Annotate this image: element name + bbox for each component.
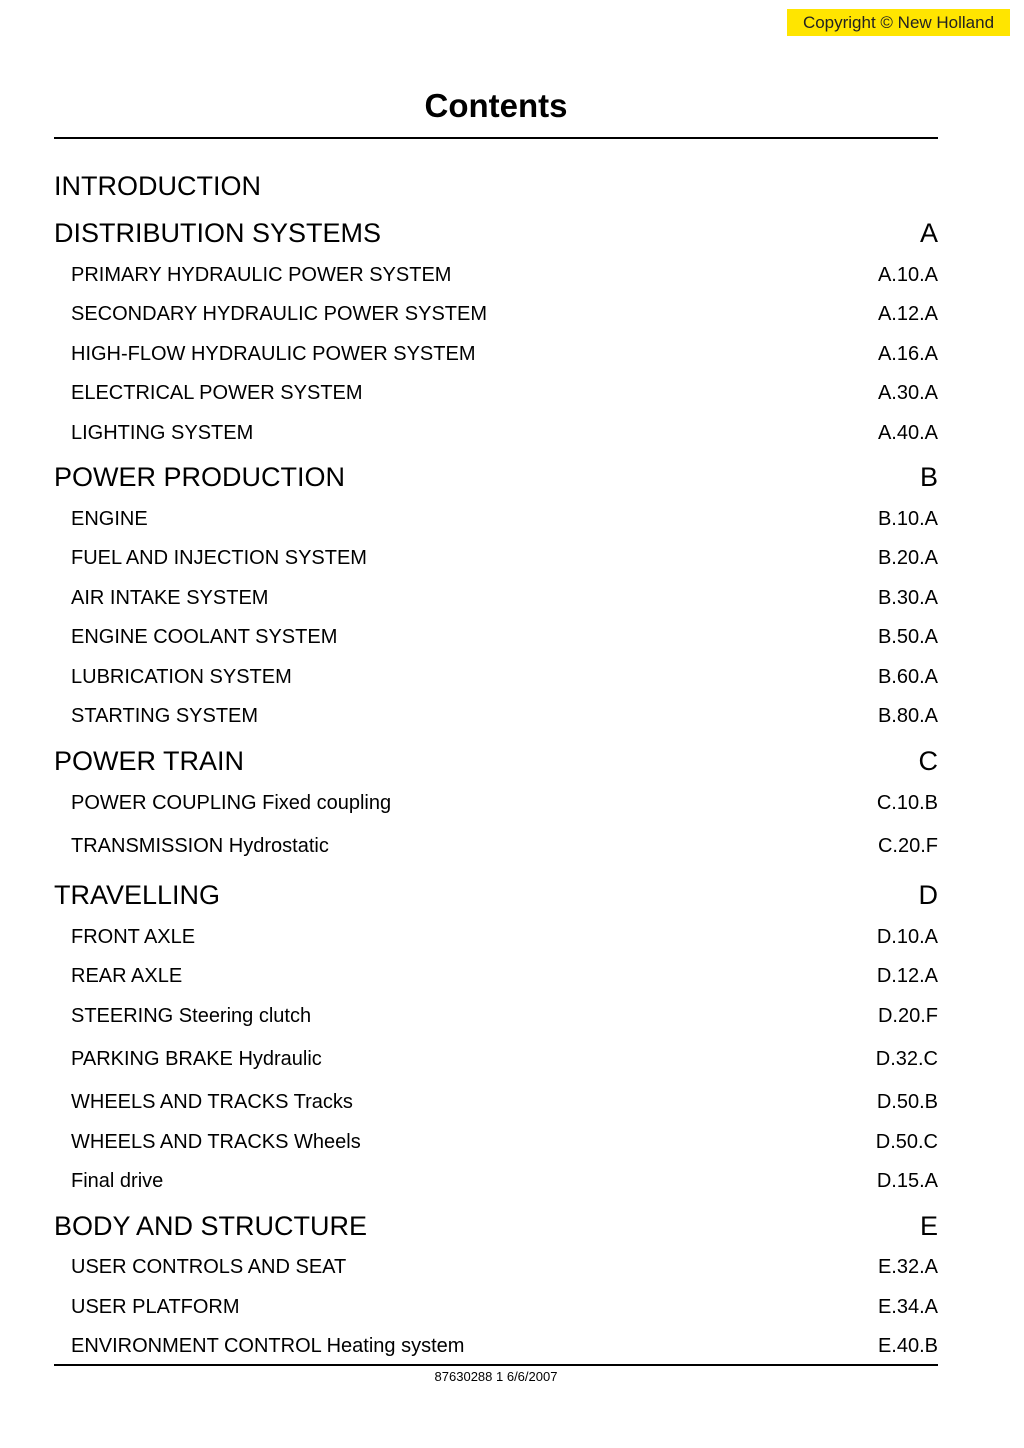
toc-section[interactable] [54,1208,938,1244]
toc-entry[interactable] [54,379,938,407]
toc-code: C [918,746,938,776]
toc-code: B.50.A [877,626,938,648]
toc-code: A.40.A [877,422,938,444]
toc-entry[interactable] [54,1088,938,1116]
toc-label: PRIMARY HYDRAULIC POWER SYSTEM [71,264,452,286]
toc-label: TRANSMISSION Hydrostatic [71,835,329,857]
toc-code: D.32.C [875,1048,938,1070]
toc-label: STEERING Steering clutch [71,1005,312,1027]
toc-entry[interactable] [54,419,938,447]
toc-code: D.10.A [876,926,938,948]
toc-code: D.20.F [877,1005,938,1027]
copyright-badge: Copyright © New Holland [787,9,1010,36]
toc-entry[interactable] [54,623,938,651]
page-title: Contents [424,87,568,124]
toc-code: A.30.A [877,382,938,404]
toc-code: B.80.A [877,705,938,727]
toc-entry[interactable] [54,261,938,289]
toc-entry[interactable] [54,1002,938,1030]
toc-entry[interactable] [54,663,938,691]
toc-label: SECONDARY HYDRAULIC POWER SYSTEM [71,303,488,325]
toc-label: INTRODUCTION [54,171,261,201]
toc-code: A.12.A [877,303,938,325]
toc-entry[interactable] [54,505,938,533]
toc-entry[interactable] [54,584,938,612]
toc-label: POWER COUPLING Fixed coupling [71,792,392,814]
toc-code: D.50.B [876,1091,938,1113]
toc-entry[interactable] [54,544,938,572]
toc-entry[interactable] [54,702,938,730]
toc-code: A.10.A [877,264,938,286]
toc-entry[interactable] [54,1128,938,1156]
toc-label: DISTRIBUTION SYSTEMS [54,218,382,248]
toc-section[interactable] [54,877,938,913]
toc-label: WHEELS AND TRACKS Tracks [71,1091,353,1113]
toc-entry[interactable] [54,300,938,328]
toc-label: LUBRICATION SYSTEM [71,666,292,688]
toc-code: C.20.F [877,835,938,857]
toc-code: D.15.A [876,1170,938,1192]
toc-label: AIR INTAKE SYSTEM [71,587,269,609]
toc-entry[interactable] [54,832,938,860]
bottom-divider [54,1364,938,1366]
toc-label: LIGHTING SYSTEM [71,422,254,444]
toc-label: PARKING BRAKE Hydraulic [71,1048,322,1070]
toc-label: ENGINE COOLANT SYSTEM [71,626,338,648]
toc-code: B.30.A [877,587,938,609]
toc-section[interactable] [54,215,938,251]
toc-code: D.12.A [876,965,938,987]
toc-label: BODY AND STRUCTURE [54,1211,368,1241]
footer-doc-info: 87630288 1 6/6/2007 [434,1369,558,1384]
toc-section[interactable] [54,743,938,779]
toc-entry[interactable] [54,340,938,368]
toc-code: E.32.A [877,1256,938,1278]
toc-label: ENVIRONMENT CONTROL Heating system [71,1335,465,1357]
toc-entry[interactable] [54,1293,938,1321]
toc-label: STARTING SYSTEM [71,705,259,727]
toc-code: E [919,1211,938,1241]
toc-label: USER PLATFORM [71,1296,240,1318]
toc-code: C.10.B [876,792,938,814]
toc-label: Final drive [71,1170,164,1192]
toc-code: B.60.A [877,666,938,688]
toc-label: REAR AXLE [71,965,183,987]
toc-label: TRAVELLING [54,880,221,910]
toc-label: WHEELS AND TRACKS Wheels [71,1131,361,1153]
toc-code: B.10.A [877,508,938,530]
toc-code: E.40.B [877,1335,938,1357]
toc-entry[interactable] [54,962,938,990]
toc-entry[interactable] [54,789,938,817]
toc-code: D.50.C [875,1131,938,1153]
toc-label: POWER TRAIN [54,746,245,776]
toc-code: E.34.A [877,1296,938,1318]
toc-label: FUEL AND INJECTION SYSTEM [71,547,367,569]
toc-code: D [918,880,938,910]
toc-code: B [919,462,938,492]
toc-entry[interactable] [54,1253,938,1281]
toc-label: HIGH-FLOW HYDRAULIC POWER SYSTEM [71,343,476,365]
toc-label: ELECTRICAL POWER SYSTEM [71,382,363,404]
toc-entry[interactable] [54,923,938,951]
toc-label: ENGINE [71,508,148,530]
toc-section[interactable] [54,459,938,495]
toc-entry[interactable] [54,1045,938,1073]
toc-section[interactable] [54,168,938,204]
toc-code: B.20.A [877,547,938,569]
toc-entry[interactable] [54,1332,938,1360]
toc-code: A.16.A [877,343,938,365]
toc-label: USER CONTROLS AND SEAT [71,1256,347,1278]
top-divider [54,137,938,139]
toc-label: FRONT AXLE [71,926,196,948]
toc-label: POWER PRODUCTION [54,462,346,492]
toc-entry[interactable] [54,1167,938,1195]
toc-code: A [919,218,938,248]
